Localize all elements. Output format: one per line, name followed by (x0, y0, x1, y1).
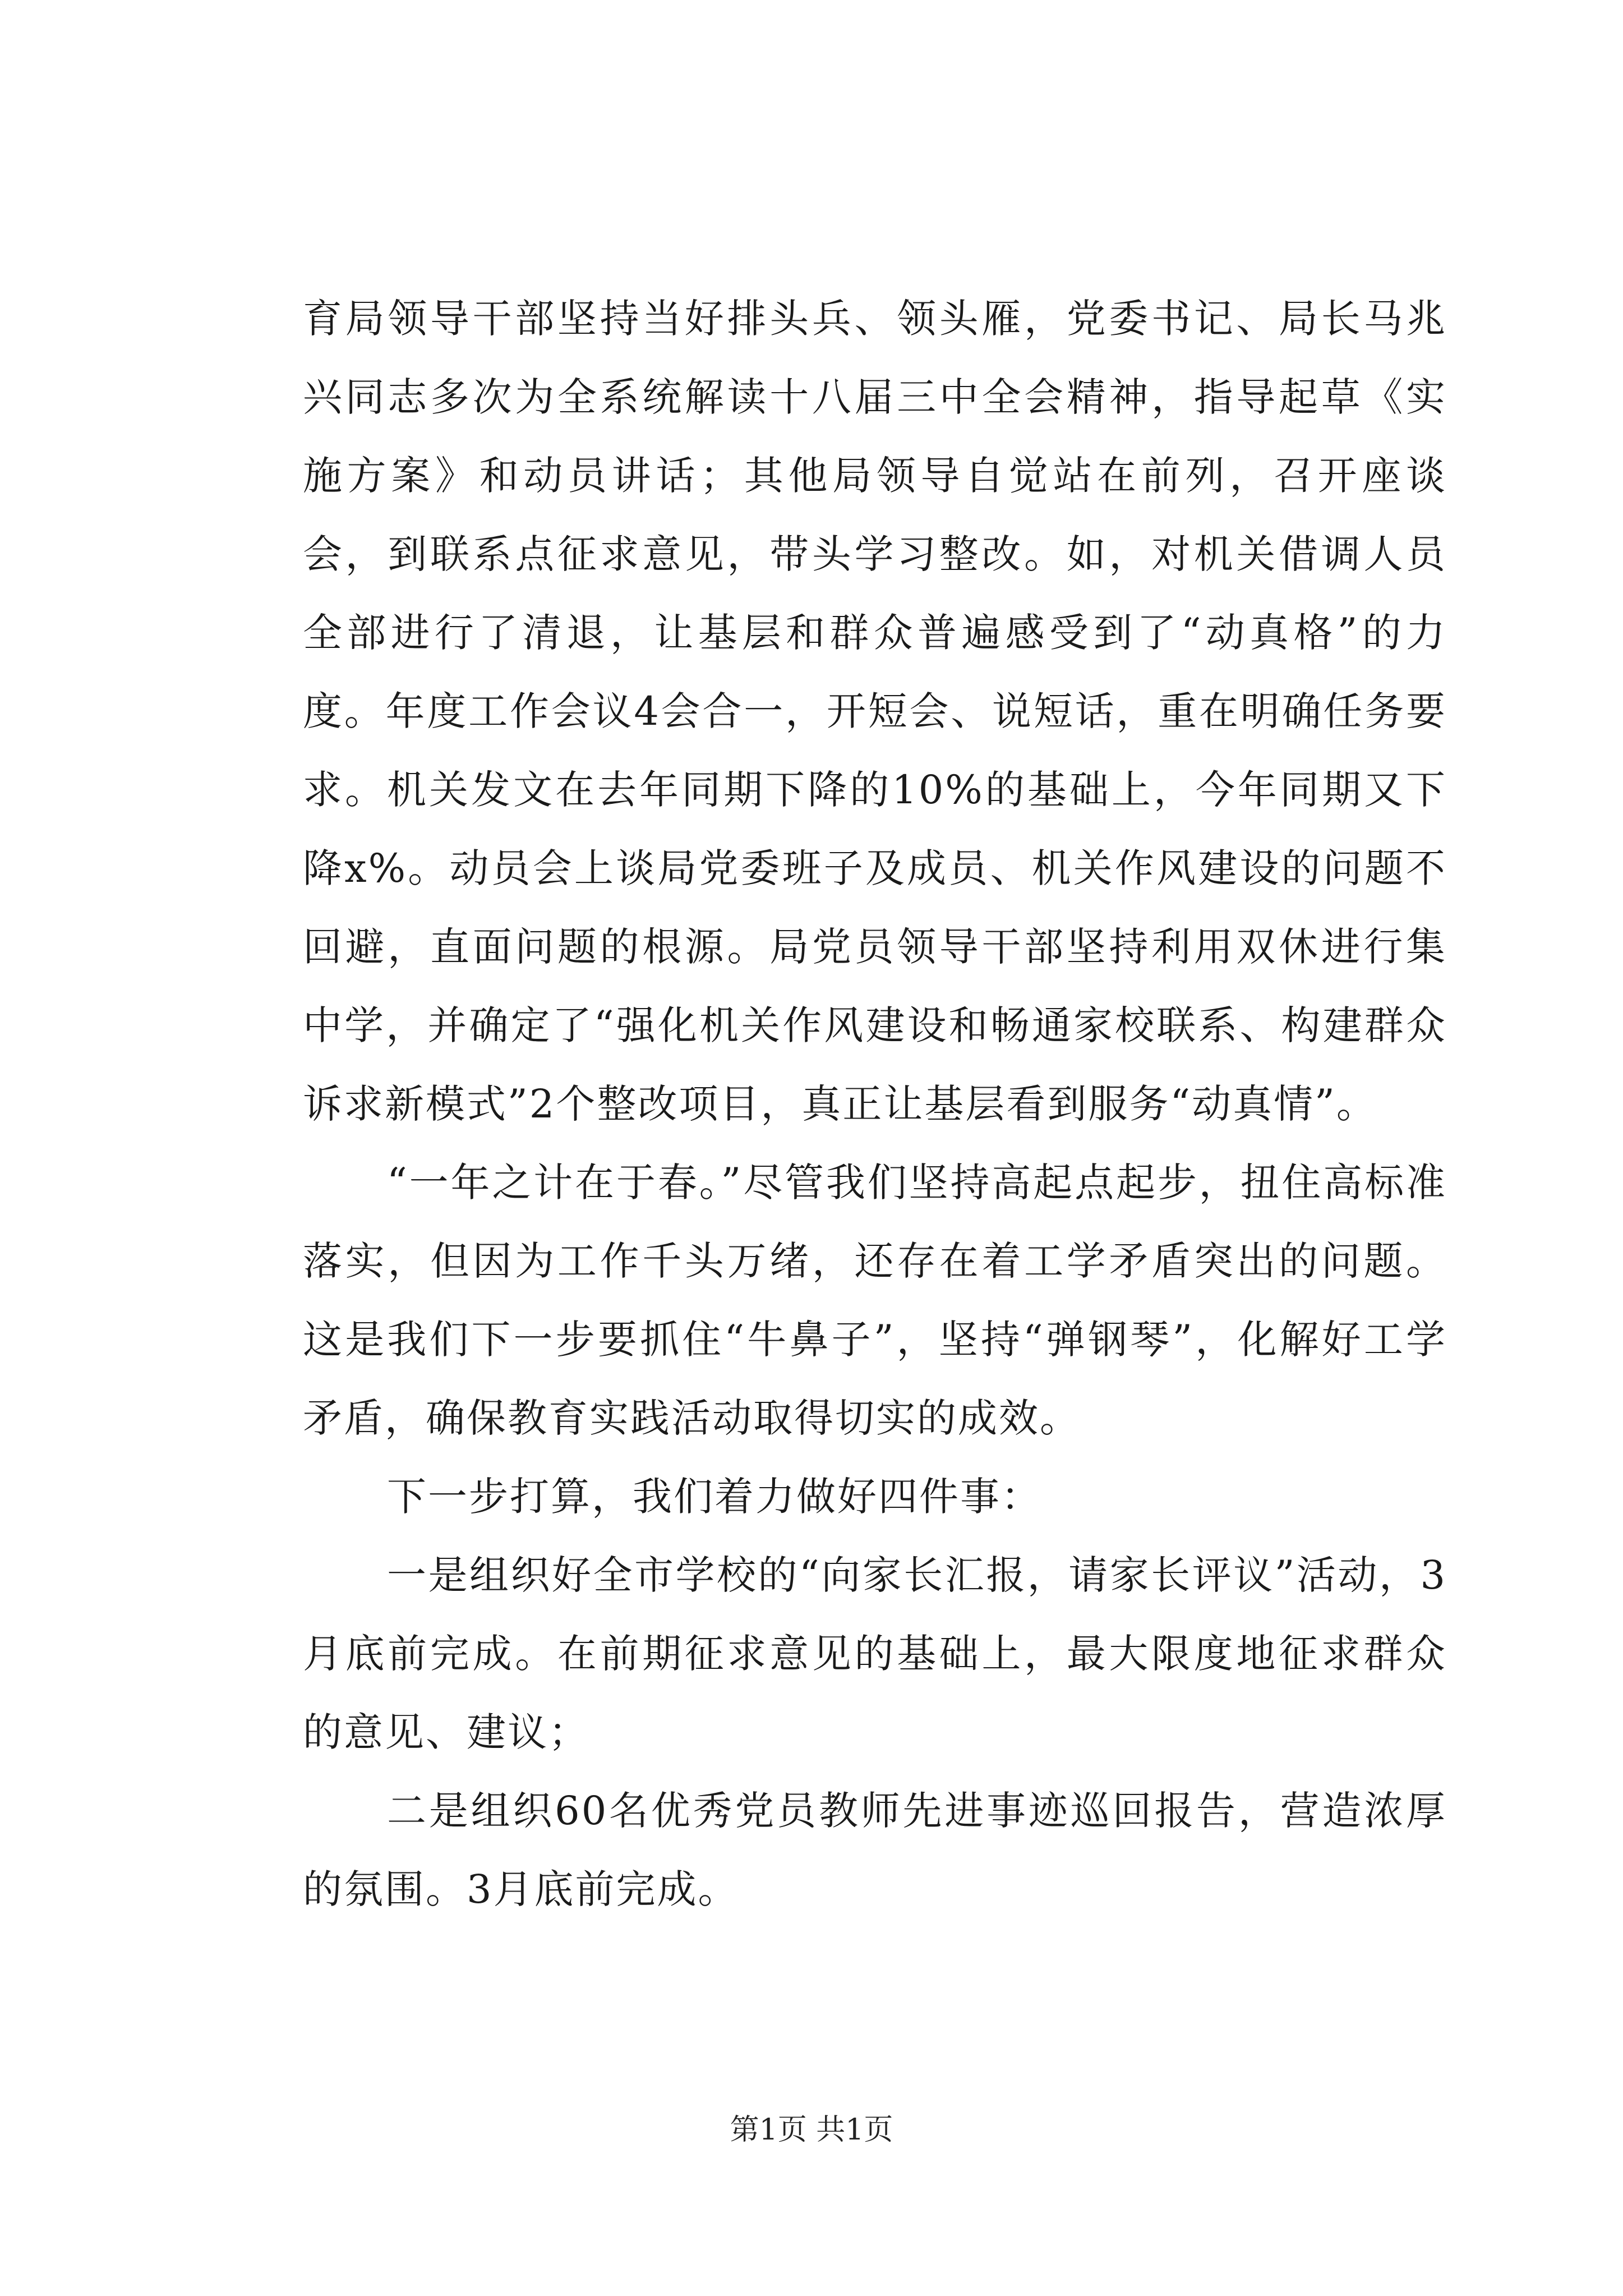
paragraph-4: 一是组织好全市学校的“向家长汇报，请家长评议”活动，3月底前完成。在前期征求意见的基础上，最大限度地征求群众的意见、建议； (303, 1552, 1447, 1755)
paragraph-5: 二是组织60名优秀党员教师先进事迹巡回报告，营造浓厚的氛围。3月底前完成。 (303, 1788, 1447, 1912)
document-body (303, 279, 1447, 1929)
page-footer: 第1页 共1页 (730, 2113, 893, 2147)
paragraph-2: “一年之计在于春。”尽管我们坚持高起点起步，扭住高标准落实，但因为工作千头万绪，还存在着工学矛盾突出的问题。这是我们下一步要抓住“牛鼻子”，坚持“弹钢琴”，化解好工学矛盾，确保教育实践活动取得切实的成效。 (303, 1159, 1447, 1441)
paragraph-1: 育局领导干部坚持当好排头兵、领头雁，党委书记、局长马兆兴同志多次为全系统解读十八届三中全会精神，指导起草《实施方案》和动员讲话；其他局领导自觉站在前列，召开座谈会，到联系点征求意见，带头学习整改。如，对机关借调人员全部进行了清退，让基层和群众普遍感受到了“动真格”的力度。年度工作会议4会合一，开短会、说短话，重在明确任务要求。机关发文在去年同期下降的10%的基础上，今年同期又下降x%。动员会上谈局党委班子及成员、机关作风建设的问题不回避，直面问题的根源。局党员领导干部坚持利用双休进行集中学，并确定了“强化机关作风建设和畅通家校联系、构建群众诉求新模式”2个整改项目，真正让基层看到服务“动真情”。 (303, 296, 1447, 1127)
paragraph-3: 下一步打算，我们着力做好四件事： (387, 1474, 1042, 1520)
